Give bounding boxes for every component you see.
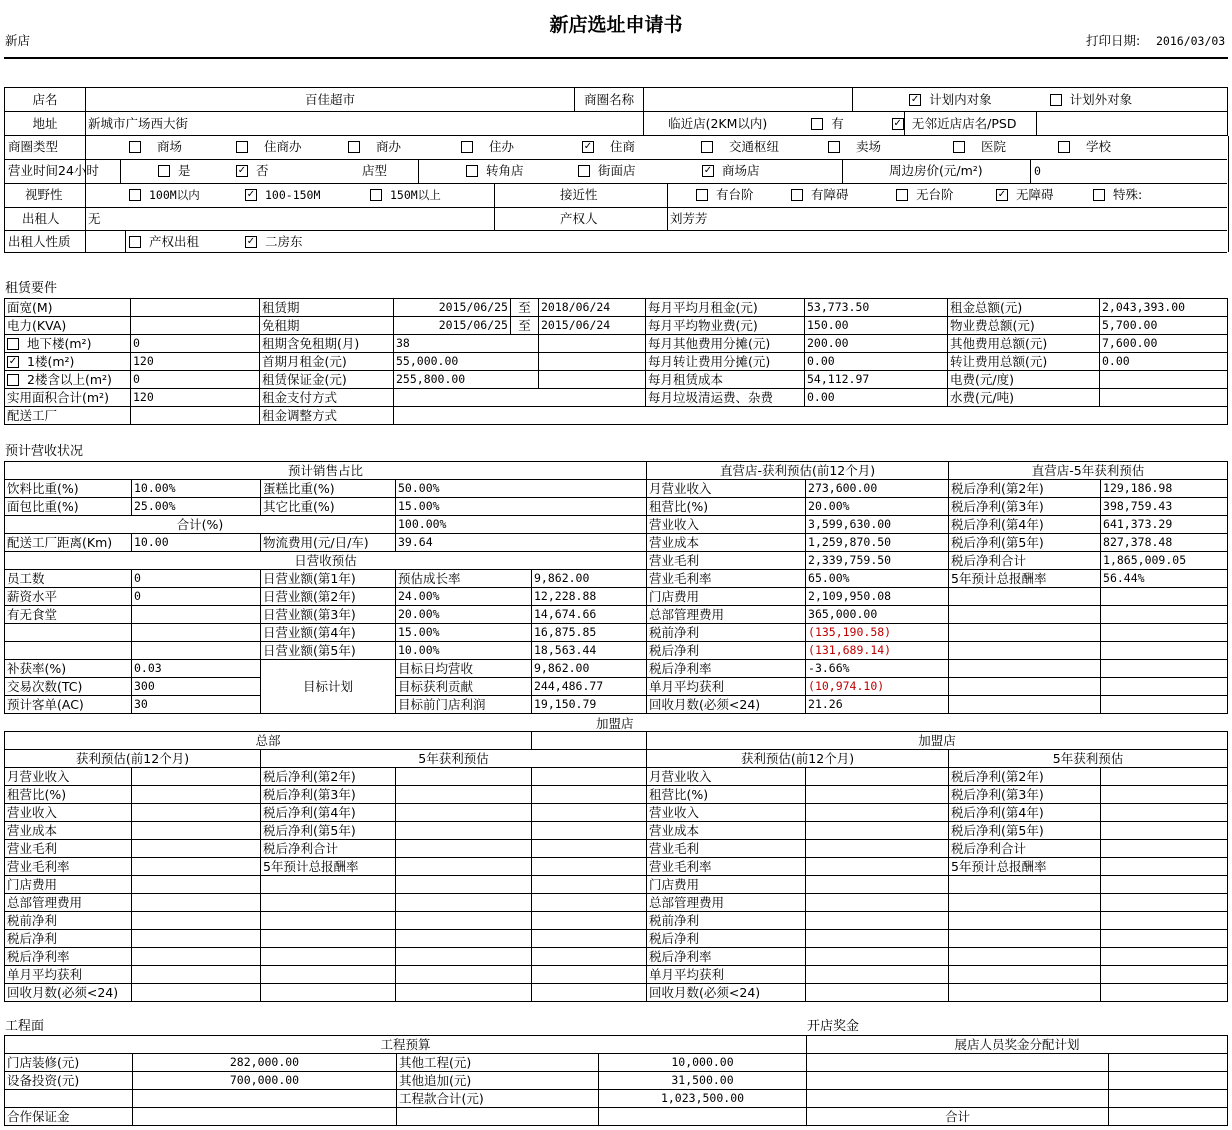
nearby-no-checkbox[interactable]: ✓ (893, 117, 902, 129)
print-date: 2016/03/03 (1156, 34, 1226, 48)
period-label: 租赁期 (260, 299, 394, 317)
five-title: 直营店-5年获利预估 (949, 462, 1228, 480)
store-type: 新店 (5, 33, 31, 48)
header-divider (4, 57, 1228, 59)
visibility-over-checkbox[interactable] (370, 189, 382, 201)
franchise-store: 加盟店 (647, 732, 1228, 750)
franchise-row: 租营比(%) 税后净利(第3年) 租营比(%) 税后净利(第3年) (5, 786, 1228, 804)
free-from: 2015/06/25 (394, 317, 511, 335)
period-to: 2018/06/24 (539, 299, 646, 317)
circle-type-label-7: 医院 (981, 139, 1007, 154)
hours-yes-label: 是 (178, 163, 191, 178)
lessor-type-label: 出租人性质 (8, 234, 71, 249)
circle-type-checkbox[interactable] (129, 141, 141, 153)
circle-name-value (644, 88, 853, 112)
shop-type-mall: 商场店 (722, 163, 760, 178)
owner-value: 刘芳芳 (670, 211, 708, 226)
visibility-150-checkbox[interactable]: ✓ (246, 188, 256, 200)
neighbor-label: 邻近店店名/PSD (905, 112, 1037, 136)
franchise-row: 税后净利率 税后净利率 (5, 948, 1228, 966)
price-label: 周边房价(元/m²) (889, 163, 983, 178)
floor2-checkbox[interactable] (7, 374, 19, 386)
lessor-type-sublet-checkbox[interactable]: ✓ (246, 235, 256, 247)
lessor-type-sublet: 二房东 (265, 234, 303, 249)
circle-type-checkbox[interactable] (348, 141, 360, 153)
lessor-label: 出租人 (22, 211, 60, 226)
lease-section-title: 租赁要件 (5, 281, 58, 296)
circle-name-label: 商圈名称 (575, 88, 644, 112)
forecast-table: 预计销售占比 直营店-获利预估(前12个月) 直营店-5年获利预估 饮料比重(%) 10.00% 蛋糕比重(%) 50.00% 月营业收入 273,600.00 税后净利(第2年) 129,186.98 面包比重(%) 25.00% 其它比重(%) 15.00% 租营比(%) 20.00% 税后净利(第3年) 398,759.43 合计(%) 100.00% 营业收入 3,599,630.00 税后净利(第4年) 641,373.29 配送工厂距离(Km) 10.00 物流费用(元/日/车) 39.64 营业成本 1,259,870.50 税后净利(第5年) 827,378.48 日营收预估 营业毛利 2,339,759.50 税后净利合计 1,865,009.05 员工数 0 日营业额(第1年) 预估成长率 9,862.00 营业毛利率 65.00% 5年预计总报酬率 56.44% 薪资水平 0 日营业额(第2年) 24.00% 12,228.88 门店费用 2,109,950.08 有无食堂 日营业额(第3年) 20.00% 14,674.66 总部管理费用 365,000.00 日营业额(第4年) 15.00% 16,875.85 税前净利 (135,190.58) 日营业额(第5年) 10.00% 18,563.44 税后净利 (131,689.14) 补获率(%) 0.03 目标计划 目标日均营收 9,862.00 税后净利率 -3.66% 交易次数(TC) 300 目标获利贡献 244,486.77 单月平均获利 (10,974.10) 预计客单(AC) 30 目标前门店利润 19,150.79 回收月数(必须<24) 21.26 (4, 461, 1228, 714)
circle-type-label-5: 交通枢纽 (729, 139, 780, 154)
circle-type-checkbox[interactable]: ✓ (583, 140, 593, 152)
daily-title: 日营收预估 (5, 552, 647, 570)
owner-label: 产权人 (560, 211, 598, 226)
circle-type-label-6: 卖场 (856, 139, 882, 154)
hours-yes-checkbox[interactable] (158, 165, 170, 177)
store-name-value: 百佳超市 (86, 88, 575, 112)
nearby-no-label: 无 (911, 116, 925, 131)
franchise-title: 加盟店 (596, 716, 634, 731)
franchise-row: 税后净利 税后净利 (5, 930, 1228, 948)
shop-type-label: 店型 (362, 163, 388, 178)
franchise-row: 单月平均获利 单月平均获利 (5, 966, 1228, 984)
lessor-type-owner: 产权出租 (149, 234, 200, 249)
circle-type-label-3: 住办 (489, 139, 515, 154)
circle-type-label-4: 住商 (610, 139, 636, 154)
floor1-checkbox[interactable]: ✓ (8, 355, 18, 367)
circle-type-checkbox[interactable] (828, 141, 840, 153)
lessor-value: 无 (88, 211, 101, 226)
hours-no-checkbox[interactable]: ✓ (237, 164, 247, 176)
out-plan-checkbox[interactable] (1050, 94, 1062, 106)
franchise-hq: 总部 (5, 732, 532, 750)
store-name-label: 店名 (5, 88, 86, 112)
access-steps: 有台阶 (716, 187, 754, 202)
engineering-table: 工程预算 展店人员奖金分配计划 门店装修(元) 282,000.00 其他工程(元) 10,000.00 设备投资(元) 700,000.00 其他追加(元) 31,500.00 工程款合计(元) 1,023,500.00 合作保证金 合计 (4, 1035, 1228, 1126)
rent-total: 2,043,393.00 (1100, 299, 1228, 317)
sales-ratio-title: 预计销售占比 (5, 462, 647, 480)
bonus-section-title: 开店奖金 (807, 1019, 860, 1034)
access-free-checkbox[interactable]: ✓ (997, 188, 1007, 200)
period-from: 2015/06/25 (394, 299, 511, 317)
in-plan-checkbox[interactable]: ✓ (910, 93, 920, 105)
budget-title: 工程预算 (5, 1036, 807, 1054)
shop-type-street: 街面店 (598, 163, 636, 178)
circle-type-checkbox[interactable] (701, 141, 713, 153)
access-nosteps: 无台阶 (916, 187, 954, 202)
monthly-rent: 53,773.50 (805, 299, 948, 317)
print-date-label: 打印日期: (1086, 33, 1141, 48)
in-plan-label: 计划内对象 (929, 92, 992, 107)
shop-type-corner: 转角店 (486, 163, 524, 178)
access-label: 接近性 (560, 187, 598, 202)
engineering-section-title: 工程面 (5, 1019, 45, 1034)
circle-type-label-1: 住商办 (264, 139, 302, 154)
lease-table: 面宽(M) 租赁期 2015/06/25 至 2018/06/24 每月平均月租金(元) 53,773.50 租金总额(元) 2,043,393.00 电力(KVA) 免租期 2015/06/25 至 2015/06/24 每月平均物业费(元) 150.00 物业费总额(元) 5,700.00 地下楼(m²) 0 租期含免租期(月) 38 每月其他费用分摊(元) 200.00 其他费用总额(元) 7,600.00 ✓ 1楼(m²) 120 首期月租金(元) 55,000.00 每月转让费用分摊(元) 0.00 转让费用总额(元) 0.00 2楼含以上(m²) 0 租赁保证金(元) 255,800.00 每月租赁成本 54,112.97 电费(元/度) 实用面积合计(m²) 120 租金支付方式 每月垃圾清运费、杂费 0.00 水费(元/吨) 配送工厂 租金调整方式 (4, 298, 1228, 425)
price-value: 0 (1034, 164, 1041, 178)
visibility-100-checkbox[interactable] (129, 189, 141, 201)
access-obstacle-checkbox[interactable] (791, 189, 803, 201)
access-steps-checkbox[interactable] (696, 189, 708, 201)
franchise-row: 总部管理费用 总部管理费用 (5, 894, 1228, 912)
circle-type-label: 商圈类型 (8, 139, 59, 154)
direct-title: 直营店-获利预估(前12个月) (647, 462, 949, 480)
visibility-over: 150M以上 (390, 188, 441, 202)
circle-type-label-2: 商办 (376, 139, 402, 154)
circle-type-label-8: 学校 (1086, 139, 1112, 154)
circle-type-checkbox[interactable] (461, 141, 473, 153)
access-special: 特殊: (1113, 187, 1143, 202)
franchise-row: 营业毛利率 5年预计总报酬率 营业毛利率 5年预计总报酬率 (5, 858, 1228, 876)
access-free: 无障碍 (1016, 187, 1054, 202)
access-obstacle: 有障碍 (811, 187, 849, 202)
target-plan-label: 目标计划 (261, 660, 396, 714)
franchise-table: 总部 加盟店 获利预估(前12个月) 5年获利预估 获利预估(前12个月) 5年获利预估 月营业收入 税后净利(第2年) 月营业收入 税后净利(第2年) 租营比(%) 税后净利(第3年) 租营比(%) 税后净利(第3年) 营业收入 税后净利(第4年) 营业收入 税后净利(第4年) 营业成本 税后净利(第5年) 营业成本 税后净利(第5年) 营业毛利 税后净利合计 营业毛利 税后净利合计 营业毛利率 5年预计总报酬率 营业毛利率 5年预计总报酬率 门店费用 门店费用 总部管理费用 总部管理费用 税前净利 税前净利 税后净利 税后净利 税后净利率 税后净利率 单月平均获利 单月平均获利 回收月数(必须<24) 回收月数(必须<24) (4, 731, 1228, 1002)
hours-no-label: 否 (256, 163, 269, 178)
nearby-yes-checkbox[interactable] (811, 118, 823, 130)
free-to: 2015/06/24 (539, 317, 646, 335)
franchise-row: 门店费用 门店费用 (5, 876, 1228, 894)
circle-type-label-0: 商场 (157, 139, 183, 154)
bonus-title: 展店人员奖金分配计划 (807, 1036, 1228, 1054)
access-special-checkbox[interactable] (1093, 189, 1105, 201)
out-plan-label: 计划外对象 (1069, 92, 1133, 107)
nearby-label: 临近店(2KM以内) (668, 116, 768, 131)
circle-type-checkbox[interactable] (953, 141, 965, 153)
shop-type-corner-checkbox[interactable] (466, 165, 478, 177)
nearby-yes-label: 有 (831, 116, 844, 131)
franchise-row: 营业毛利 税后净利合计 营业毛利 税后净利合计 (5, 840, 1228, 858)
circle-type-checkbox[interactable] (1058, 141, 1070, 153)
visibility-150: 100-150M (265, 188, 321, 202)
franchise-row: 回收月数(必须<24) 回收月数(必须<24) (5, 984, 1228, 1002)
shop-type-street-checkbox[interactable] (578, 165, 590, 177)
visibility-label: 视野性 (25, 187, 63, 202)
width-label: 面宽(M) (5, 299, 131, 317)
neighbor-value (1037, 112, 1228, 136)
forecast-section-title: 预计营收状况 (5, 444, 84, 459)
address-label: 地址 (5, 112, 86, 136)
lessor-type-owner-checkbox[interactable] (129, 236, 141, 248)
address-value: 新城市广场西大街 (86, 112, 644, 136)
circle-type-checkbox[interactable] (236, 141, 248, 153)
basic-info-table (4, 87, 1228, 136)
access-nosteps-checkbox[interactable] (896, 189, 908, 201)
franchise-row: 税前净利 税前净利 (5, 912, 1228, 930)
franchise-row: 营业收入 税后净利(第4年) 营业收入 税后净利(第4年) (5, 804, 1228, 822)
underground-checkbox[interactable] (7, 338, 19, 350)
franchise-row: 营业成本 税后净利(第5年) 营业成本 税后净利(第5年) (5, 822, 1228, 840)
franchise-row: 月营业收入 税后净利(第2年) 月营业收入 税后净利(第2年) (5, 768, 1228, 786)
visibility-100: 100M以内 (149, 188, 200, 202)
page-title: 新店选址申请书 (549, 14, 683, 36)
hours-label: 营业时间24小时 (8, 163, 99, 178)
shop-type-mall-checkbox[interactable]: ✓ (703, 164, 713, 176)
